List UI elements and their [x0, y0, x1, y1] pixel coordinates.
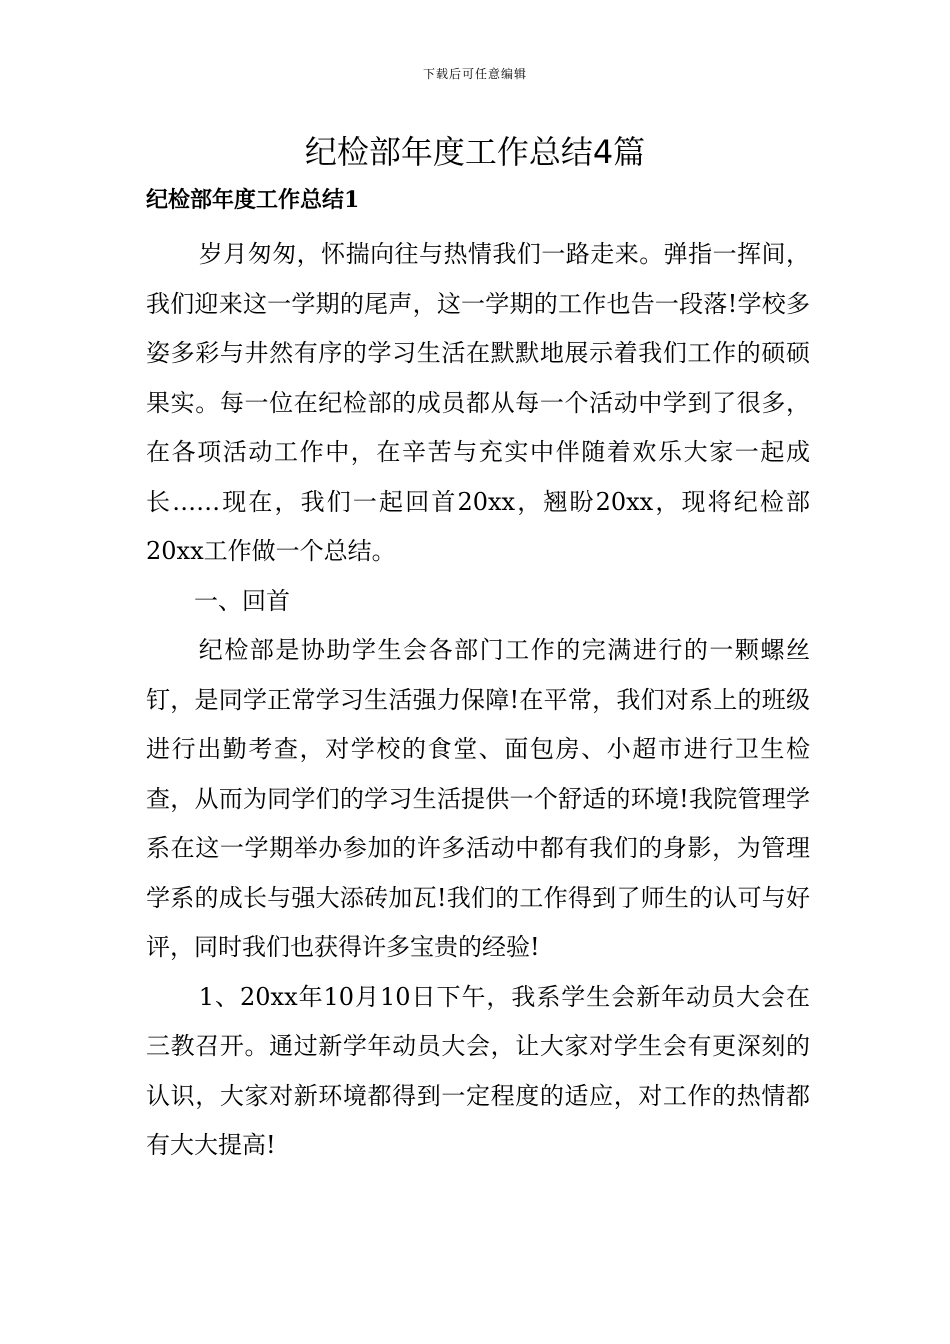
paragraph-department-role: 纪检部是协助学生会各部门工作的完满进行的一颗螺丝钉，是同学正常学习生活强力保障!在平常，我们对系上的班级进行出勤考查，对学校的食堂、面包房、小超市进行卫生检查，从而为同学们的学习生活提供一个舒适的环境!我院管理学系在这一学期举办参加的许多活动中都有我们的身影，为管理学系的成长与强大添砖加瓦!我们的工作得到了师生的认可与好评，同时我们也获得许多宝贵的经验!: [146, 636, 810, 961]
paragraph-intro: 岁月匆匆，怀揣向往与热情我们一路走来。弹指一挥间，我们迎来这一学期的尾声，这一学期的工作也告一段落!学校多姿多彩与井然有序的学习生活在默默地展示着我们工作的硕硕果实。每一位在纪检部的成员都从每一个活动中学到了很多，在各项活动工作中，在辛苦与充实中伴随着欢乐大家一起成长……现在，我们一起回首20xx，翘盼20xx，现将纪检部20xx工作做一个总结。: [146, 240, 810, 565]
subheading-review: 一、回首: [194, 586, 290, 615]
paragraph-event-1: 1、20xx年10月10日下午，我系学生会新年动员大会在三教召开。通过新学年动员大会，让大家对学生会有更深刻的认识，大家对新环境都得到一定程度的适应，对工作的热情都有大大提高!: [146, 982, 810, 1159]
document-title: 纪检部年度工作总结4篇: [304, 133, 646, 171]
header-note: 下载后可任意编辑: [422, 67, 527, 81]
document-body: [146, 230, 810, 1171]
section-title: 纪检部年度工作总结1: [146, 187, 360, 213]
